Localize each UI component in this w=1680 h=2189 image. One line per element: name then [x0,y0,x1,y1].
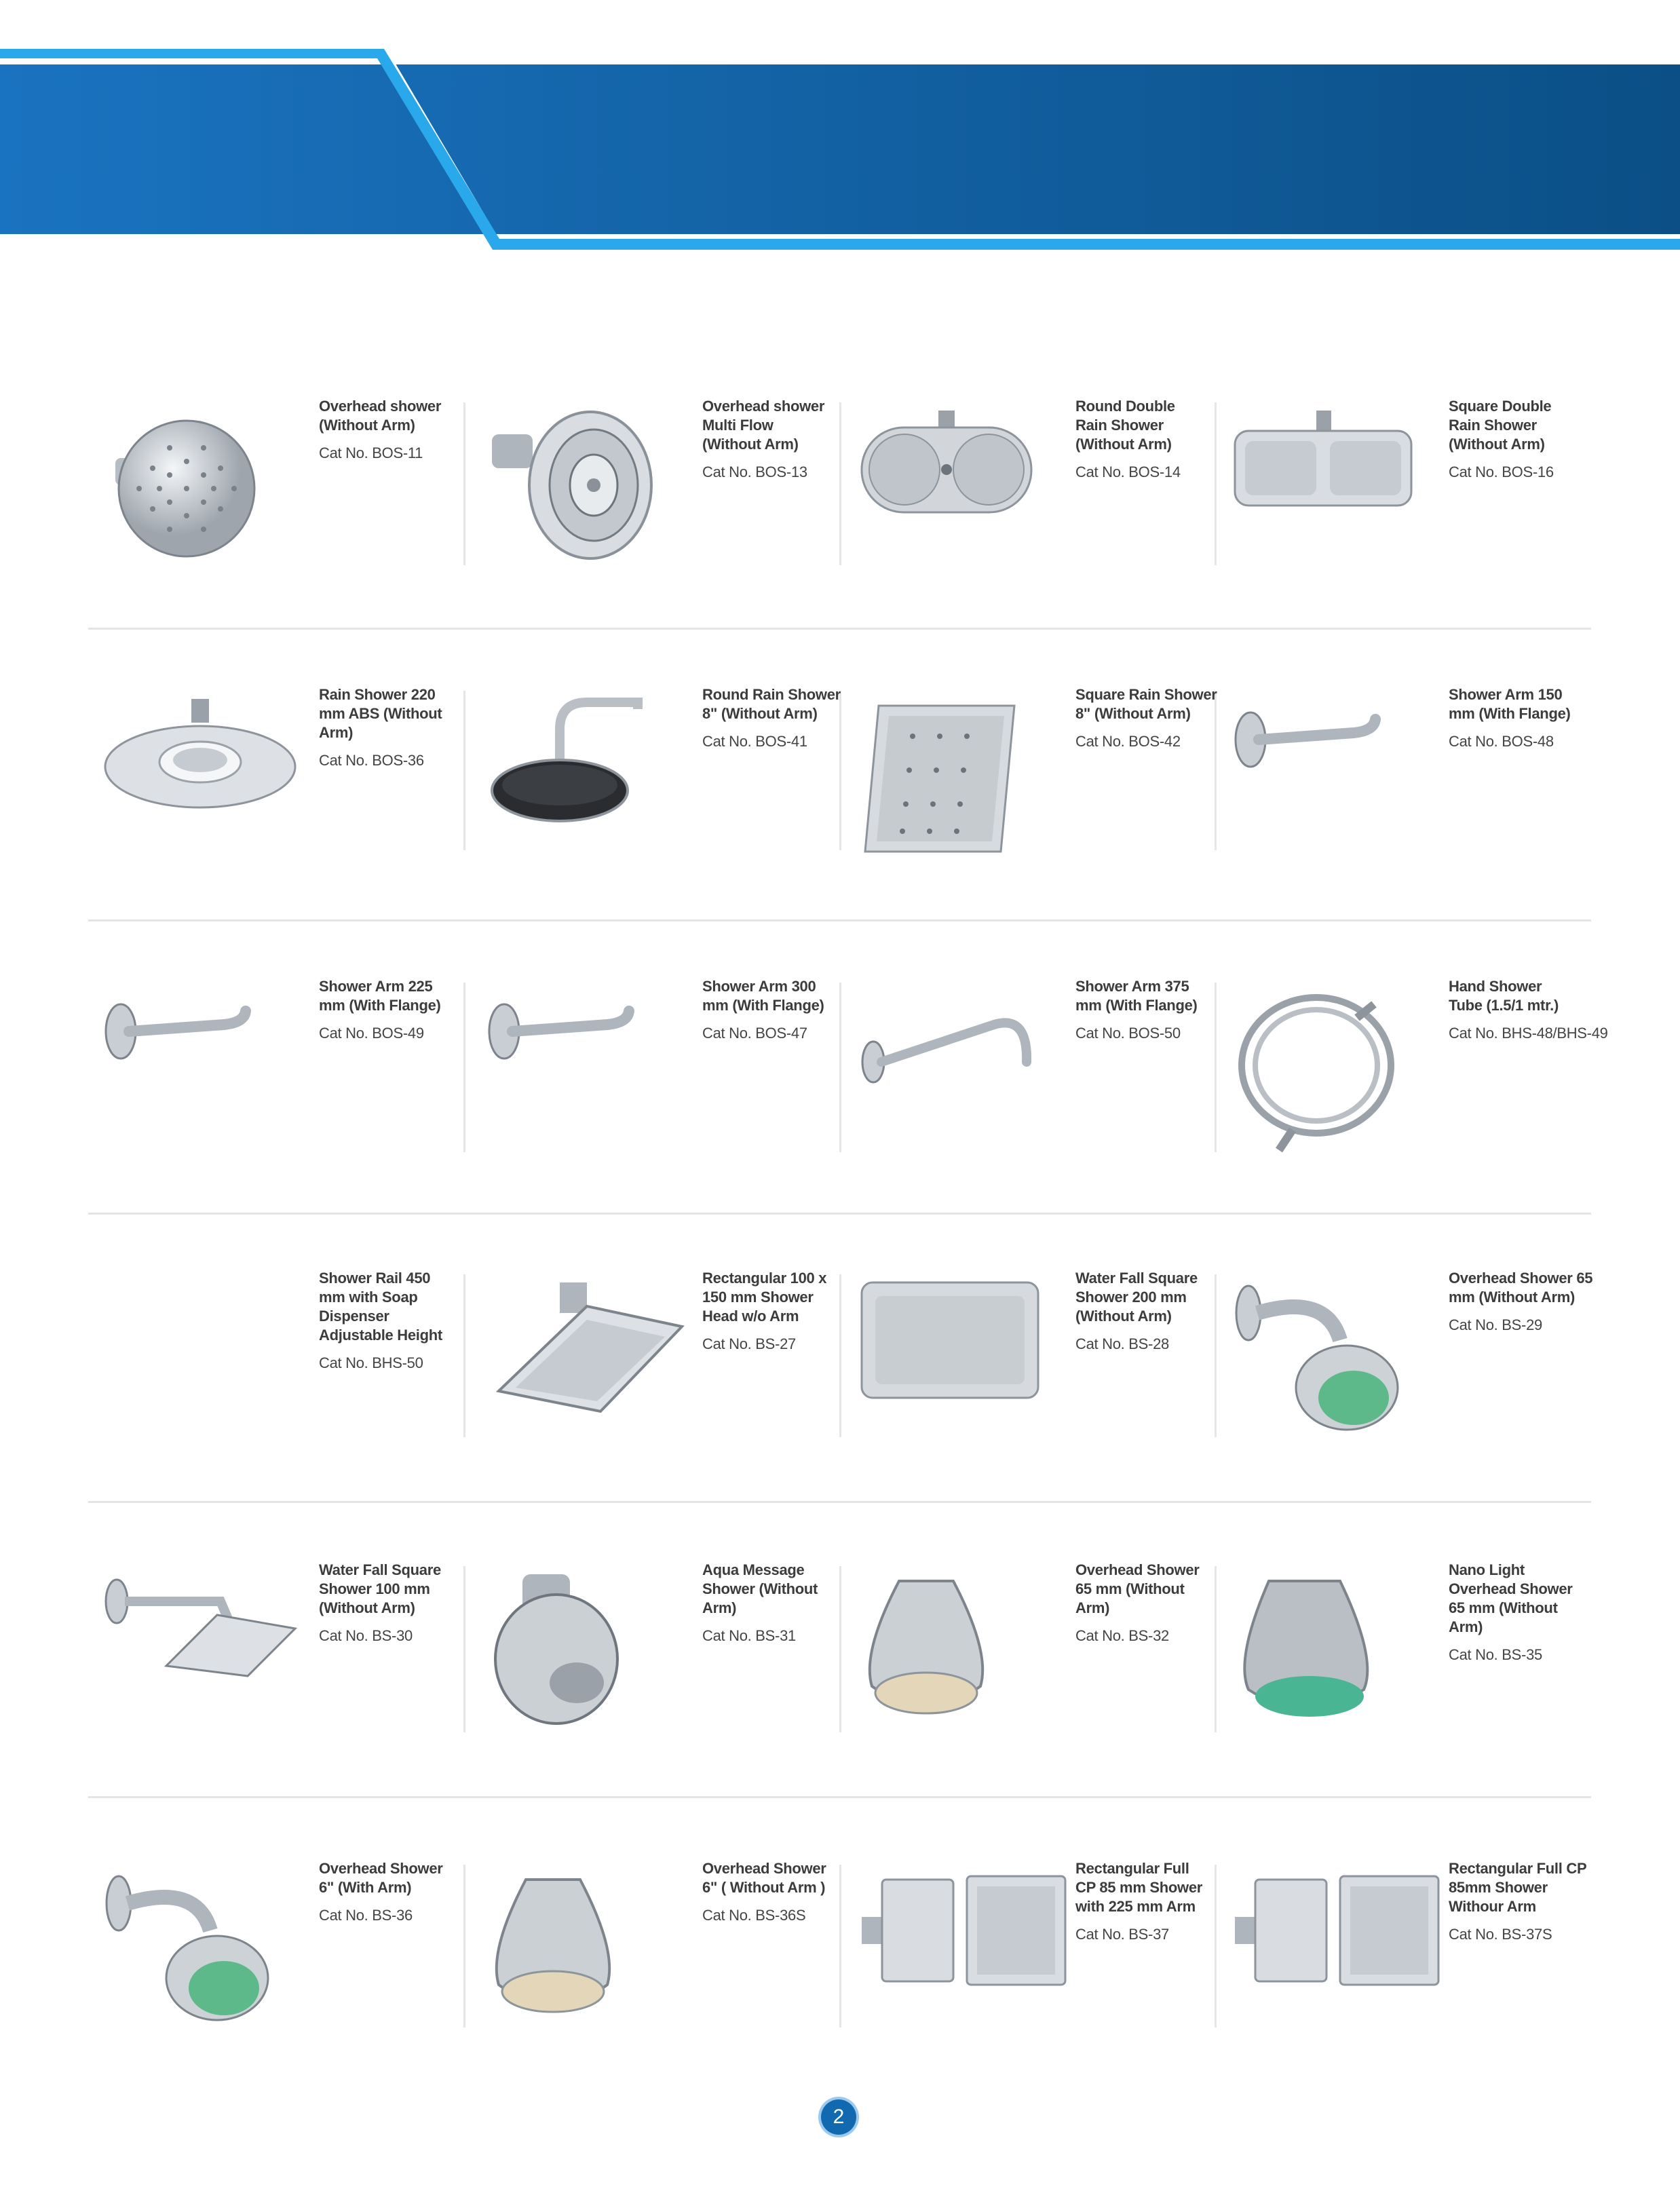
product-card [858,977,1238,1167]
product-card [102,977,482,1167]
product-name: Square Double Rain Shower (Without Arm) [1449,398,1552,453]
product-card [485,1561,865,1751]
product-cat-no: Cat No. BS-36 [319,1907,413,1924]
bell-shower-icon [858,1571,994,1730]
product-card [1232,977,1611,1167]
product-name: Overhead Shower 65 mm (Without Arm) [1075,1561,1200,1616]
product-card [858,685,1238,875]
product-name: Overhead shower (Without Arm) [319,398,442,434]
double-square-shower-icon [1232,407,1415,512]
product-cat-no: Cat No. BOS-47 [702,1025,807,1042]
product-cat-no: Cat No. BS-29 [1449,1316,1542,1333]
product-name: Rectangular Full CP 85mm Shower Withour Arm [1449,1860,1587,1915]
round-shower-head-icon [102,407,258,567]
product-name: Water Fall Square Shower 200 mm (Without Arm) [1075,1270,1198,1325]
product-cat-no: Cat No. BOS-14 [1075,463,1181,480]
product-cat-no: Cat No. BS-36S [702,1907,806,1924]
product-card [1232,1859,1611,2049]
product-card [485,397,865,587]
row-divider [88,628,1591,630]
product-card [485,977,865,1167]
product-card [102,397,482,587]
product-name: Shower Arm 375 mm (With Flange) [1075,978,1198,1014]
shower-arm-icon [1232,696,1394,780]
row-divider [88,1213,1591,1215]
product-name: Nano Light Overhead Shower 65 mm (Without Arm) [1449,1561,1573,1635]
long-shower-arm-icon [858,987,1035,1099]
product-name: Rectangular Full CP 85 mm Shower with 225 mm Arm [1075,1860,1203,1915]
product-cat-no: Cat No. BHS-48/BHS-49 [1449,1025,1608,1042]
product-cat-no: Cat No. BS-35 [1449,1646,1542,1663]
product-cat-no: Cat No. BOS-42 [1075,733,1181,750]
product-cat-no: Cat No. BOS-48 [1449,733,1554,750]
product-name: Aqua Message Shower (Without Arm) [702,1561,818,1616]
shower-hose-icon [1232,987,1401,1160]
shower-arm-icon [102,987,265,1072]
product-name: Shower Arm 150 mm (With Flange) [1449,686,1571,722]
product-cat-no: Cat No. BOS-50 [1075,1025,1181,1042]
product-cat-no: Cat No. BS-32 [1075,1627,1169,1644]
product-name: Square Rain Shower 8" (Without Arm) [1075,686,1217,722]
product-cat-no: Cat No. BOS-41 [702,733,807,750]
square-rain-shower-icon [858,696,1021,862]
shower-rail-icon [102,1279,109,1291]
product-card [1232,685,1611,875]
rectangular-shower-head-icon [485,1279,689,1418]
product-card [1232,397,1611,587]
product-cat-no: Cat No. BS-27 [702,1335,796,1352]
overhead-shower-arm-icon [1232,1279,1421,1439]
bell-shower-icon [485,1869,621,2029]
product-card [102,1561,482,1751]
product-name: Round Double Rain Shower (Without Arm) [1075,398,1175,453]
product-card [1232,1561,1611,1751]
product-card [102,1269,482,1459]
square-cp-shower-pair-icon [858,1869,1069,1995]
product-cat-no: Cat No. BOS-13 [702,463,807,480]
product-card [102,1859,482,2049]
product-cat-no: Cat No. BOS-36 [319,752,424,769]
row-divider [88,1796,1591,1798]
rain-shower-abs-icon [102,696,299,814]
product-name: Rain Shower 220 mm ABS (Without Arm) [319,686,442,741]
product-cat-no: Cat No. BS-37S [1449,1926,1552,1943]
row-divider [88,1501,1591,1503]
product-cat-no: Cat No. BS-31 [702,1627,796,1644]
product-cat-no: Cat No. BOS-49 [319,1025,424,1042]
row-divider [88,919,1591,921]
product-card [485,685,865,875]
square-cp-shower-pair-icon [1232,1869,1442,1995]
product-cat-no: Cat No. BS-30 [319,1627,413,1644]
product-card [485,1269,865,1459]
product-name: Overhead Shower 65 mm (Without Arm) [1449,1270,1593,1306]
shower-arm-icon [485,987,648,1072]
product-name: Shower Rail 450 mm with Soap Dispenser Adjustable Height [319,1270,442,1344]
product-card [858,1269,1238,1459]
product-card [858,397,1238,587]
double-round-shower-icon [858,407,1035,519]
bell-shower-green-icon [1232,1571,1381,1730]
massage-shower-icon [485,1571,621,1730]
round-rain-shower-icon [485,696,648,835]
waterfall-square-shower-icon [858,1279,1042,1405]
product-name: Hand Shower Tube (1.5/1 mtr.) [1449,978,1559,1014]
product-card [858,1859,1238,2049]
product-card [1232,1269,1611,1459]
product-card [102,685,482,875]
product-name: Shower Arm 225 mm (With Flange) [319,978,441,1014]
product-name: Shower Arm 300 mm (With Flange) [702,978,824,1014]
page-number: 2 [821,2099,856,2135]
product-name: Round Rain Shower 8" (Without Arm) [702,686,841,722]
header-banner [0,0,1680,258]
product-name: Overhead Shower 6" ( Without Arm ) [702,1860,826,1896]
square-shower-with-arm-icon [102,1571,299,1683]
product-name: Rectangular 100 x 150 mm Shower Head w/o Arm [702,1270,827,1325]
multi-flow-shower-icon [485,407,655,567]
overhead-shower-arm-icon [102,1869,292,2029]
product-cat-no: Cat No. BS-28 [1075,1335,1169,1352]
product-card [858,1561,1238,1751]
product-name: Overhead shower Multi Flow (Without Arm) [702,398,825,453]
product-card [485,1859,865,2049]
product-cat-no: Cat No. BOS-11 [319,444,423,461]
product-name: Water Fall Square Shower 100 mm (Without Arm) [319,1561,441,1616]
product-cat-no: Cat No. BHS-50 [319,1354,423,1371]
product-cat-no: Cat No. BS-37 [1075,1926,1169,1943]
product-name: Overhead Shower 6" (With Arm) [319,1860,443,1896]
product-cat-no: Cat No. BOS-16 [1449,463,1554,480]
